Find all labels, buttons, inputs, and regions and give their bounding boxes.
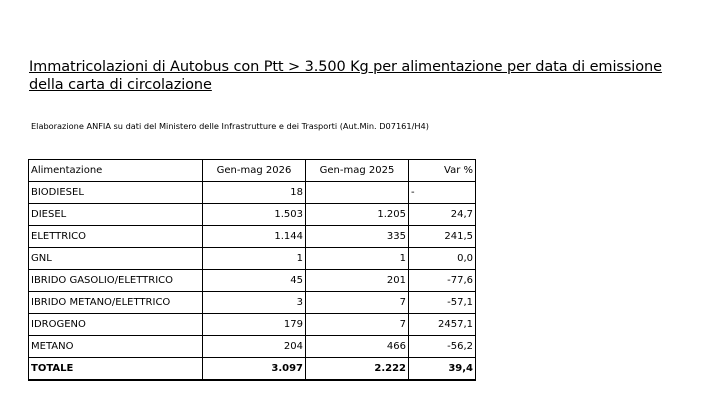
table-row [29,204,476,226]
row-value-2025: 1 [306,248,409,270]
row-value-2026: 1.503 [203,204,306,226]
row-value-2025: 1.205 [306,204,409,226]
row-value-2026: 179 [203,314,306,336]
table-row [29,314,476,336]
row-var-percent: 0,0 [409,248,476,270]
total-value-2025: 2.222 [306,358,409,381]
row-value-2025: 335 [306,226,409,248]
row-label: ELETTRICO [29,226,203,248]
row-label: DIESEL [29,204,203,226]
row-value-2025 [306,182,409,204]
report-title: Immatricolazioni di Autobus con Ptt > 3.500 Kg per alimentazione per data di emissione della carta di circolazione [29,59,662,93]
row-var-percent: 241,5 [409,226,476,248]
total-var-percent: 39,4 [409,358,476,381]
table-total-row [29,358,476,381]
table-row [29,248,476,270]
row-value-2025: 7 [306,314,409,336]
row-value-2026: 3 [203,292,306,314]
total-value-2026: 3.097 [203,358,306,381]
table-row [29,226,476,248]
row-value-2026: 18 [203,182,306,204]
table-row [29,182,476,204]
row-value-2025: 7 [306,292,409,314]
table-header-row [29,160,476,182]
row-label: IDROGENO [29,314,203,336]
registrations-table [28,159,476,381]
row-label: IBRIDO METANO/ELETTRICO [29,292,203,314]
row-var-percent: 2457,1 [409,314,476,336]
row-value-2025: 466 [306,336,409,358]
row-var-percent: - [409,182,476,204]
table-row [29,336,476,358]
row-label: GNL [29,248,203,270]
row-value-2026: 1.144 [203,226,306,248]
row-var-percent: -56,2 [409,336,476,358]
row-value-2025: 201 [306,270,409,292]
row-label: BIODIESEL [29,182,203,204]
row-var-percent: -57,1 [409,292,476,314]
row-label: IBRIDO GASOLIO/ELETTRICO [29,270,203,292]
row-var-percent: 24,7 [409,204,476,226]
row-label: METANO [29,336,203,358]
row-var-percent: -77,6 [409,270,476,292]
header-alimentazione: Alimentazione [29,160,203,182]
total-label: TOTALE [29,358,203,381]
report-source-note: Elaborazione ANFIA su dati del Ministero delle Infrastrutture e dei Trasporti (Aut.Min. D07161/H4) [31,121,429,131]
header-gen-mag-2025: Gen-mag 2025 [306,160,409,182]
header-var-percent: Var % [409,160,476,182]
row-value-2026: 204 [203,336,306,358]
row-value-2026: 45 [203,270,306,292]
row-value-2026: 1 [203,248,306,270]
table-row [29,292,476,314]
header-gen-mag-2026: Gen-mag 2026 [203,160,306,182]
table-row [29,270,476,292]
